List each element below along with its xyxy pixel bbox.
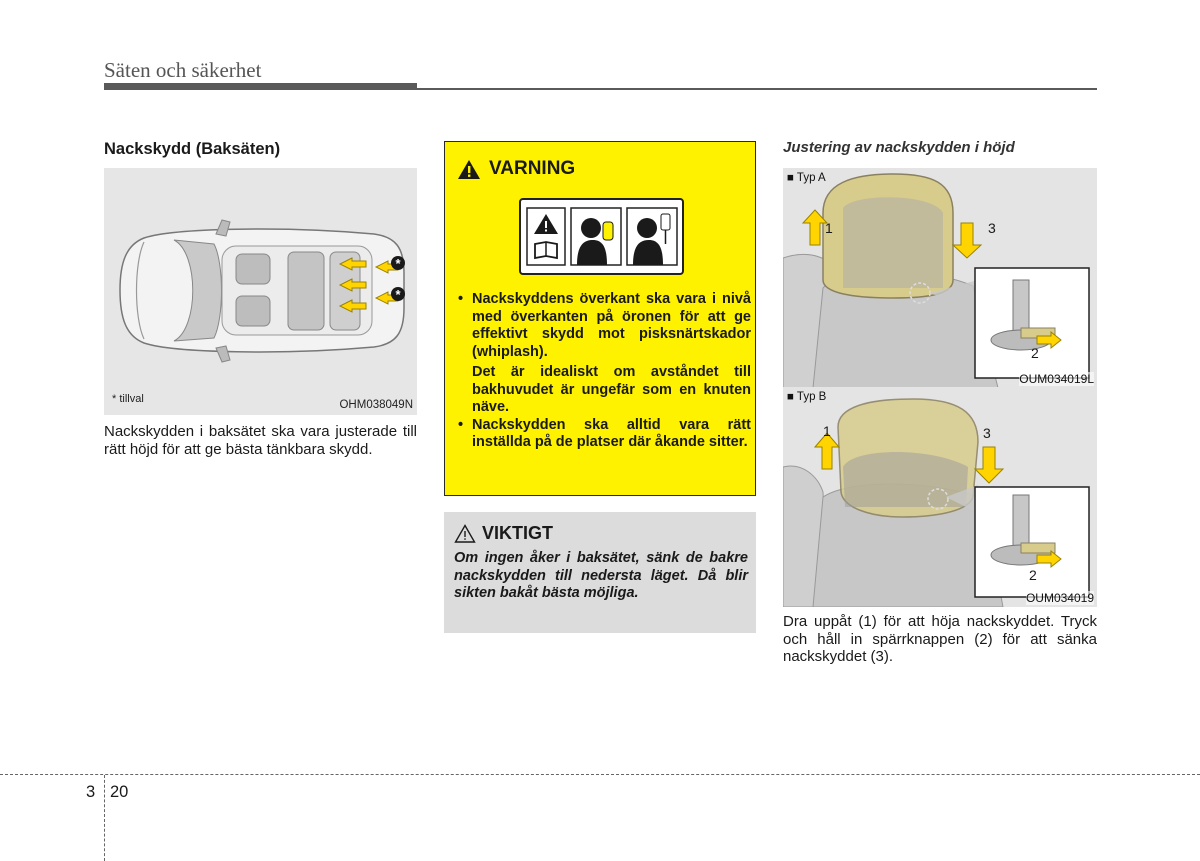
figure-type-label: ■ Typ B <box>787 391 827 403</box>
figure-code: OUM034019 <box>1025 591 1094 605</box>
mark-down: 3 <box>983 425 991 441</box>
car-topview-illustration <box>104 168 417 415</box>
warning-box <box>444 141 756 496</box>
mark-down: 3 <box>988 220 996 236</box>
svg-text:*: * <box>395 287 401 302</box>
footer-rule <box>0 774 1200 775</box>
header-rule-thick <box>104 83 417 90</box>
car-topview-figure <box>104 168 417 415</box>
warning-item-text: Nackskydden ska alltid vara rätt inställda på de platser där åkande sitter. <box>472 416 751 450</box>
notice-title: VIKTIGT <box>482 523 553 543</box>
mark-up: 1 <box>825 220 833 236</box>
mark-button: 2 <box>1031 345 1039 361</box>
warning-pictogram <box>519 198 684 275</box>
figure-type-label: ■ Typ A <box>787 172 826 184</box>
warning-heading <box>457 158 575 180</box>
body-paragraph-left: Nackskydden i baksätet ska vara justerade till rätt höjd för att ge bästa tänkbara skydd. <box>104 423 417 458</box>
headrest-figure-type-a <box>783 168 1097 388</box>
headrest-pictogram-icon <box>521 200 682 273</box>
page-header-title: Säten och säkerhet <box>104 58 262 82</box>
warning-list-item <box>455 417 751 452</box>
notice-box <box>444 512 756 633</box>
right-section-heading: Justering av nackskydden i höjd <box>783 139 1015 156</box>
warning-list-item <box>455 291 751 417</box>
mark-button: 2 <box>1029 567 1037 583</box>
headrest-illustration-b <box>783 387 1097 607</box>
warning-title: VARNING <box>489 158 576 179</box>
warning-item-text: Nackskyddens överkant ska vara i nivå med överkanten på öronen för att ge effektivt skydd mot pisksnärtskador (whiplash). <box>472 291 751 360</box>
header-rule-thin <box>417 88 1097 90</box>
notice-heading <box>454 523 553 544</box>
section-heading: Nackskydd (Baksäten) <box>104 140 281 158</box>
headrest-illustration-a <box>783 168 1097 388</box>
notice-text: Om ingen åker i baksätet, sänk de bakre nackskydden till nedersta läget. Då blir sikten bakåt bästa möjliga. <box>454 550 748 601</box>
headrest-figure-type-b <box>783 387 1097 607</box>
figure-code: OHM038049N <box>339 399 413 411</box>
warning-list <box>455 291 751 452</box>
mark-up: 1 <box>823 423 831 439</box>
footer-divider <box>104 775 105 861</box>
figure-note: * tillval <box>112 393 144 405</box>
body-paragraph-right: Dra uppåt (1) för att höja nackskyddet. Tryck och håll in spärrknappen (2) för att sänka nackskyddet (3). <box>783 613 1097 665</box>
figure-code: OUM034019L <box>1019 372 1094 386</box>
warning-triangle-icon <box>457 159 481 180</box>
chapter-number: 3 <box>86 783 96 801</box>
page-number: 20 <box>110 783 129 801</box>
caution-triangle-icon <box>454 524 476 543</box>
svg-text:*: * <box>395 256 401 271</box>
warning-item-subtext: Det är idealiskt om avståndet till bakhuvudet är ungefär som en knuten näve. <box>472 364 751 415</box>
